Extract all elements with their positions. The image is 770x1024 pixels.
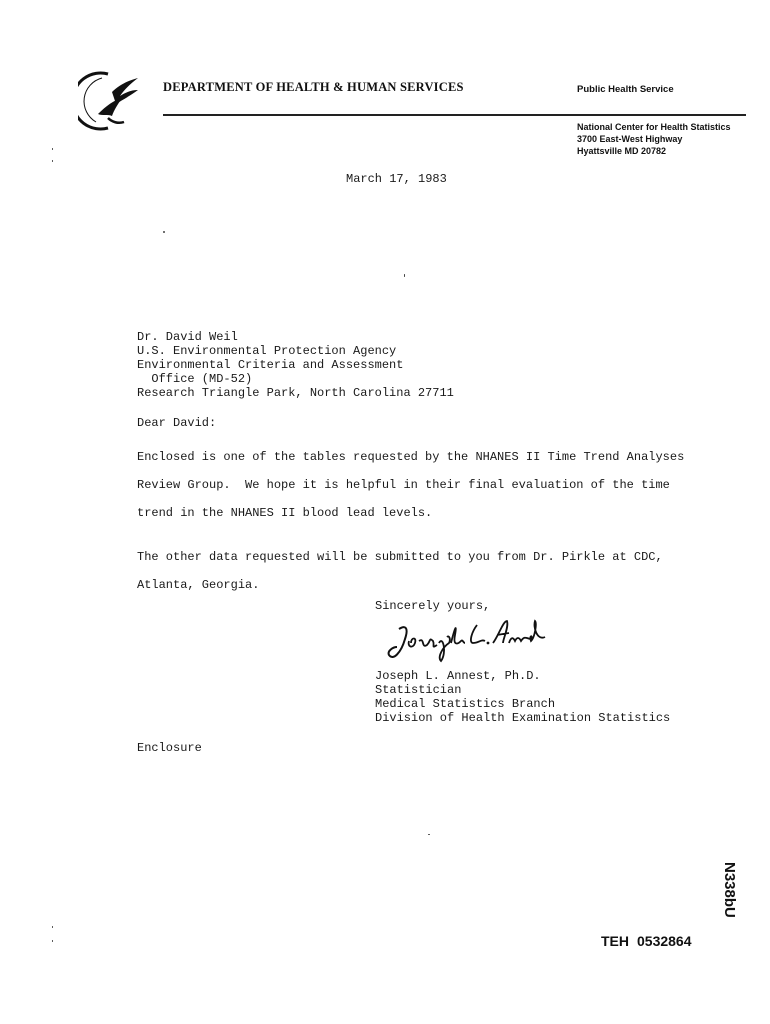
scan-speck (52, 926, 53, 928)
address-line: Office (MD-52) (137, 372, 253, 386)
scan-speck (404, 274, 405, 277)
signer-line: Statistician (375, 683, 462, 697)
paragraph-line: The other data requested will be submitted to you from Dr. Pirkle at CDC, (137, 550, 663, 564)
scan-speck (163, 231, 165, 233)
enclosure-note: Enclosure (137, 741, 202, 755)
signer-line: Division of Health Examination Statistics (375, 711, 671, 725)
office-address (577, 121, 731, 157)
paragraph-line: Atlanta, Georgia. (137, 578, 260, 592)
document-id: 0532864 (637, 933, 692, 949)
department-name: DEPARTMENT OF HEALTH & HUMAN SERVICES (163, 80, 464, 94)
scan-speck (52, 148, 53, 150)
signer-block (375, 669, 670, 725)
closing: Sincerely yours, (375, 599, 491, 613)
letterhead-rule (163, 114, 746, 116)
address-line: Dr. David Weil (137, 330, 238, 344)
scan-speck (52, 160, 53, 162)
signer-line: Joseph L. Annest, Ph.D. (375, 669, 541, 683)
side-archive-code: N338bU (721, 862, 738, 918)
document-prefix: TEH (601, 933, 629, 949)
paragraph-line: Review Group. We hope it is helpful in their final evaluation of the time (137, 478, 670, 492)
signer-line: Medical Statistics Branch (375, 697, 556, 711)
letter-date: March 17, 1983 (346, 172, 447, 186)
address-line: U.S. Environmental Protection Agency (137, 344, 397, 358)
paragraph-line: Enclosed is one of the tables requested by the NHANES II Time Trend Analyses (137, 450, 685, 464)
address-line: Research Triangle Park, North Carolina 27711 (137, 386, 454, 400)
office-line: National Center for Health Statistics (577, 122, 731, 132)
handwritten-signature (385, 613, 555, 670)
scan-speck (52, 940, 53, 942)
service-name: Public Health Service (577, 84, 674, 95)
paragraph-line: trend in the NHANES II blood lead levels. (137, 506, 433, 520)
scan-speck (428, 834, 430, 835)
document-number (601, 933, 700, 949)
recipient-address (137, 330, 454, 400)
body-paragraph-2 (137, 543, 663, 599)
address-line: Environmental Criteria and Assessment (137, 358, 404, 372)
office-line: 3700 East-West Highway (577, 134, 683, 144)
body-paragraph-1 (137, 443, 684, 527)
hhs-eagle-seal-icon (78, 70, 146, 139)
salutation: Dear David: (137, 416, 217, 430)
office-line: Hyattsville MD 20782 (577, 146, 667, 156)
